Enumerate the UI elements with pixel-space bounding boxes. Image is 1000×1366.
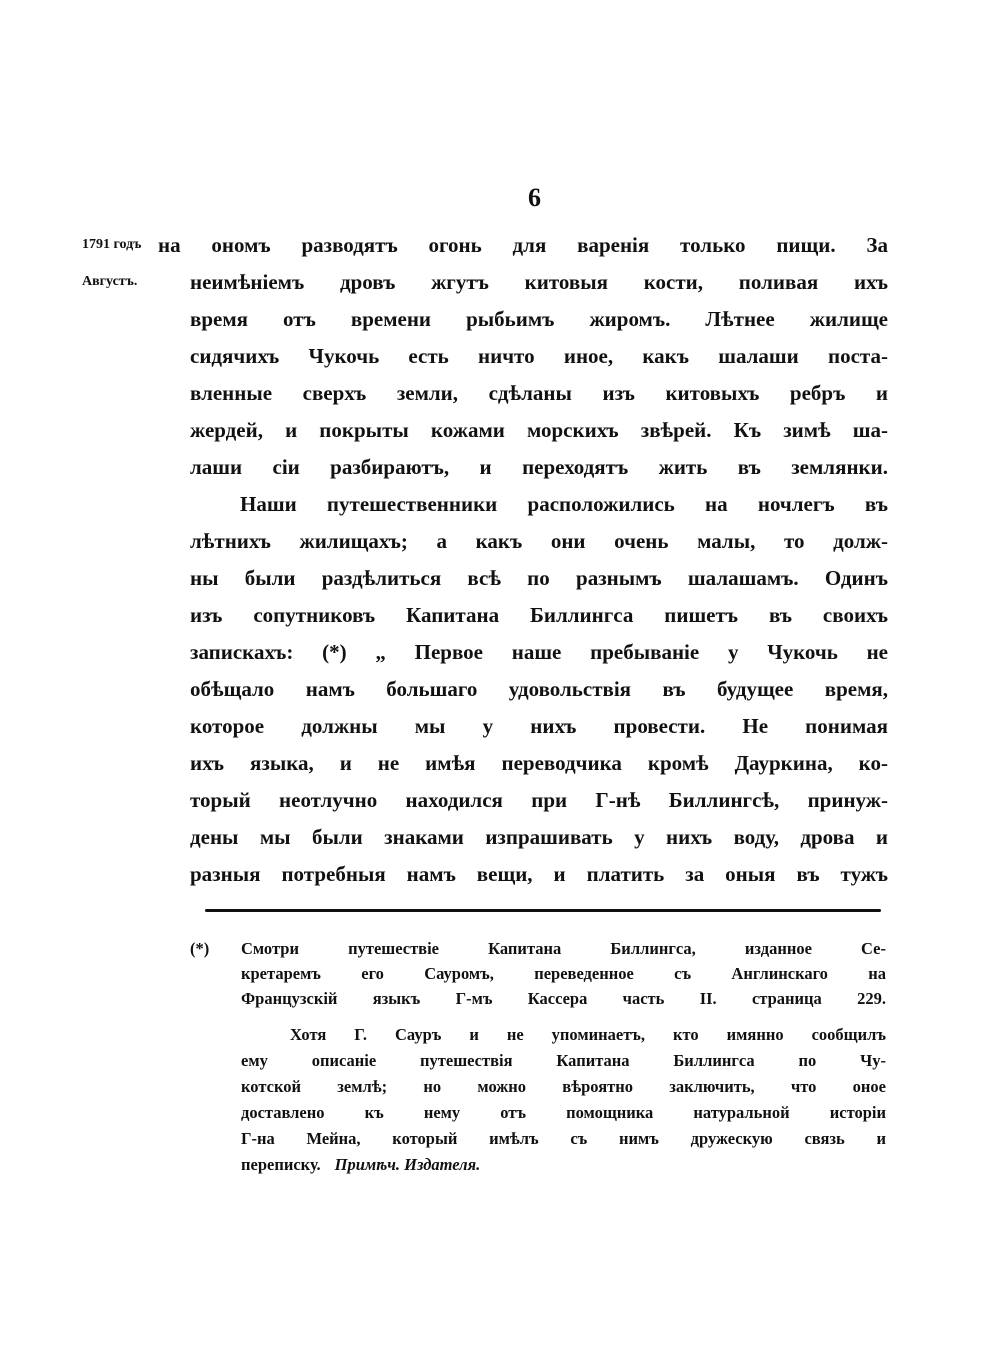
text-line: ны были раздѣлиться всѣ по разнымъ шалашамъ. Одинъ bbox=[190, 566, 888, 590]
text-line: разныя потребныя намъ вещи, и платить за оныя въ тужъ bbox=[190, 862, 888, 886]
footnote-line: котской землѣ; но можно вѣроятно заключить, что оное bbox=[241, 1077, 886, 1096]
footnote-line: Г-на Мейна, который имѣлъ съ нимъ дружескую связь и bbox=[241, 1129, 886, 1148]
text-line: Наши путешественники расположились на ночлегъ въ bbox=[240, 492, 888, 516]
text-line: вленные сверхъ земли, сдѣланы изъ китовыхъ ребръ и bbox=[190, 381, 888, 405]
footnote-line: переписку. bbox=[241, 1155, 321, 1174]
footnote-line: доставлено къ нему отъ помощника натуральной исторіи bbox=[241, 1103, 886, 1122]
footnote-signature: Примѣч. Издателя. bbox=[334, 1155, 481, 1174]
text-line: время отъ времени рыбьимъ жиромъ. Лѣтнее жилище bbox=[190, 307, 888, 331]
text-line: сидячихъ Чукочь есть ничто иное, какъ шалаши поста- bbox=[190, 344, 888, 368]
text-line: запискахъ: (*) „ Первое наше пребываніе у Чукочь не bbox=[190, 640, 888, 664]
margin-note-year: 1791 годъ bbox=[82, 237, 142, 252]
footnote-last-line bbox=[241, 1154, 480, 1176]
text-line: на ономъ разводятъ огонь для варенія только пищи. За bbox=[158, 233, 888, 257]
text-line: жердей, и покрыты кожами морскихъ звѣрей. Къ зимѣ ша- bbox=[190, 418, 888, 442]
text-line: обѣщало намъ большаго удовольствія въ будущее время, bbox=[190, 677, 888, 701]
text-line: изъ сопутниковъ Капитана Биллингса пишетъ въ своихъ bbox=[190, 603, 888, 627]
footnote-line: Хотя Г. Сауръ и не упоминаетъ, кто имянно сообщилъ bbox=[290, 1025, 886, 1044]
page-number: 6 bbox=[528, 183, 541, 212]
text-line: лѣтнихъ жилищахъ; а какъ они очень малы, то долж- bbox=[190, 529, 888, 553]
text-line: которое должны мы у нихъ провести. Не понимая bbox=[190, 714, 888, 738]
footnote-divider bbox=[205, 909, 881, 912]
text-line: ихъ языка, и не имѣя переводчика кромѣ Дауркина, ко- bbox=[190, 751, 888, 775]
text-line: дены мы были знаками изпрашивать у нихъ воду, дрова и bbox=[190, 825, 888, 849]
text-line: неимѣніемъ дровъ жгутъ китовыя кости, поливая ихъ bbox=[190, 270, 888, 294]
text-line: торый неотлучно находился при Г-нѣ Биллингсѣ, принуж- bbox=[190, 788, 888, 812]
footnote-line: кретаремъ его Сауромъ, переведенное съ Англинскаго на bbox=[241, 964, 886, 983]
footnote-line: ему описаніе путешествія Капитана Биллингса по Чу- bbox=[241, 1051, 886, 1070]
margin-note-month: Августъ. bbox=[82, 274, 138, 289]
footnote-line: Французскій языкъ Г-мъ Кассера часть II. страница 229. bbox=[241, 989, 886, 1008]
text-line: лаши сіи разбираютъ, и переходятъ жить въ землянки. bbox=[190, 455, 888, 479]
footnote-line: Смотри путешествіе Капитана Биллингса, изданное Се- bbox=[241, 939, 886, 958]
footnote-marker: (*) bbox=[190, 939, 210, 958]
